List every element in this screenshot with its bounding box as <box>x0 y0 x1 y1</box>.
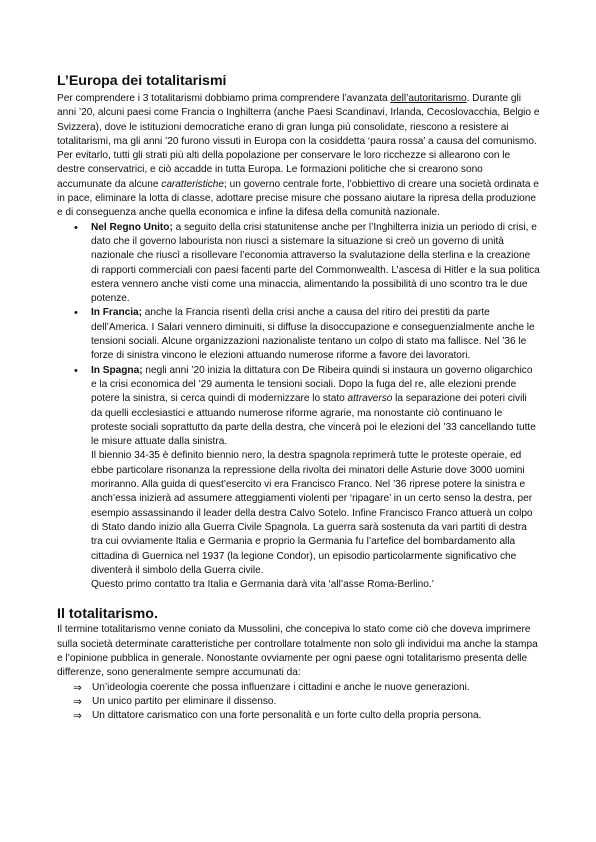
country-label: In Francia; <box>91 307 142 319</box>
country-text: anche la Francia risentì della crisi anche a causa del ritiro dei prestiti da parte dell’America. I Salari vennero diminuiti, si diffuse la disoccupazione e conseguenzialmente anche le tensioni sociali. Alcune organizzazioni nazionaliste tentano un colpo di stato ma fallisce. Nel ’36 le forze di sinistra vincono le elezioni attuando numerose riforme a favore dei lavoratori. <box>91 307 535 362</box>
arrow-icon: ⇒ <box>73 695 82 708</box>
arrow-icon: ⇒ <box>73 710 82 723</box>
document-page <box>57 72 540 723</box>
list-item-text: Un dittatore carismatico con una forte personalità e un forte culto della propria persona. <box>92 710 482 722</box>
list-item <box>57 695 540 709</box>
section-title-europa: L’Europa dei totalitarismi <box>57 73 227 89</box>
italic-term: attraverso <box>347 393 393 405</box>
intro-text: ; un governo centrale forte, l’obbiettivo di creare una società ordinata e in pace, eliminare la lotta di classe, adottare precise misure che possano aiutare la ripresa della produzione e di conseguenza anche quella economica e infine la difesa della comunità nazionale. <box>57 178 539 219</box>
country-label: Nel Regno Unito; <box>91 221 173 233</box>
italic-term: caratteristiche <box>161 178 225 190</box>
spagna-paragraph-3: Questo primo contatto tra Italia e Germania darà vita ‘all’asse Roma-Berlino.’ <box>91 579 434 591</box>
country-label: In Spagna; <box>91 364 143 376</box>
list-item-regno-unito <box>57 221 540 307</box>
list-item <box>57 709 540 723</box>
intro-paragraph <box>57 92 540 221</box>
country-text: negli anni ’20 inizia la dittatura con De Ribeira quindi si instaura un governo oligarchico e la crisi economica del ’29 aumenta le tensioni sociali. Dopo la fuga del re, alle elezioni prende potere la sinistra, si cerca quindi di modernizzare lo stato <box>91 364 533 405</box>
characteristics-list <box>57 681 540 724</box>
list-item-spagna <box>57 364 540 593</box>
country-text: la separazione dei poteri civili da quelli ecclesiastici e attuando numerose riforme agrarie, ma nonostante ciò continuano le proteste sociali soprattutto da parte della destra, che vincerà poi le elezioni del ’33 cancellando tutte le misure attuate dalla sinistra. <box>91 393 536 448</box>
country-text: a seguito della crisi statunitense anche per l’Inghilterra inizia un periodo di crisi, e dato che il governo labourista non riuscì a sistemare la situazione si creò un governo di unità nazionale che riuscì a risollevare l’economia attraverso la svalutazione della sterlina e la creazione di rapporti commerciali con paesi facenti parte del Commonwealth. L’ascesa di Hitler e la sua politica estera vennero anche visti come una minaccia, alimentando la possibilità di uno scontro tra le due potenze. <box>91 221 540 305</box>
list-item-text: Un’ideologia coerente che possa influenzare i cittadini e anche le nuove generazioni. <box>92 681 470 693</box>
spagna-paragraph-2: Il biennio 34-35 è definito biennio nero, la destra spagnola reprimerà tutte le proteste operaie, ed ebbe particolare risonanza la repressione della rivolta dei minatori delle Asturie dove 3000 uomini moriranno. Alla guida di quest’esercito vi era Francisco Franco. Nel ’36 riprese potere la sinistra e anch’essa inizierà ad assumere atteggiamenti violenti per ‘ripagare’ in un certo senso la destra, per esempio assassinando il leader della destra Calvo Sotelo. Infine Francisco Franco attuerà un colpo di Stato dando inizio alla Guerra Civile Spagnola. La guerra sarà sostenuta da vari partiti di destra tra cui ovviamente Italia e Germania e proprio la Germania fu l’artefice del bombardamento alla cittadina di Guernica nel 1937 (la legione Condor), un episodio particolarmente significativo che diventerà il simbolo della Guerra civile. <box>91 450 533 576</box>
intro-text: Per comprendere i 3 totalitarismi dobbiamo prima comprendere l’avanzata <box>57 93 391 104</box>
list-item-text: Un unico partito per eliminare il dissenso. <box>92 695 277 707</box>
intro-text: . Durante gli anni ’20, alcuni paesi come Francia o Inghilterra (anche Paesi Scandinavi, Irlanda, Cecoslovacchia, Belgio e Svizzera), dove le istituzioni democratiche erano di gran lunga più consolidate, riescono a resistere ai totalitarismi, ma gli anni ’20 furono vissuti in Europa con la cosiddetta ‘paura rossa’ a causa del comunismo. Per evitarlo, tutti gli strati più alti della popolazione per conservare le loro ricchezze si allearono con le destre conservatrici, e ciò accadde in tutta Europa. Le formazioni politiche che si crearono sono accumunate da alcune <box>57 93 540 190</box>
country-list <box>57 221 540 593</box>
list-item <box>57 681 540 695</box>
section-title-totalitarismo: Il totalitarismo. <box>57 606 158 623</box>
underlined-term: dell’autoritarismo <box>390 93 467 104</box>
arrow-icon: ⇒ <box>73 681 82 694</box>
list-item-francia <box>57 306 540 363</box>
totalitarismo-paragraph: Il termine totalitarismo venne coniato da Mussolini, che concepiva lo stato come ciò che doveva imprimere sulla società determinate caratteristiche per controllare totalmente non solo gli individui ma anche la stampa e l’opinione pubblica in generale. Nonostante ovviamente per ogni paese ogni totalitarismo presenta delle differenze, sono generalmente sempre accumunati da: <box>57 624 538 679</box>
